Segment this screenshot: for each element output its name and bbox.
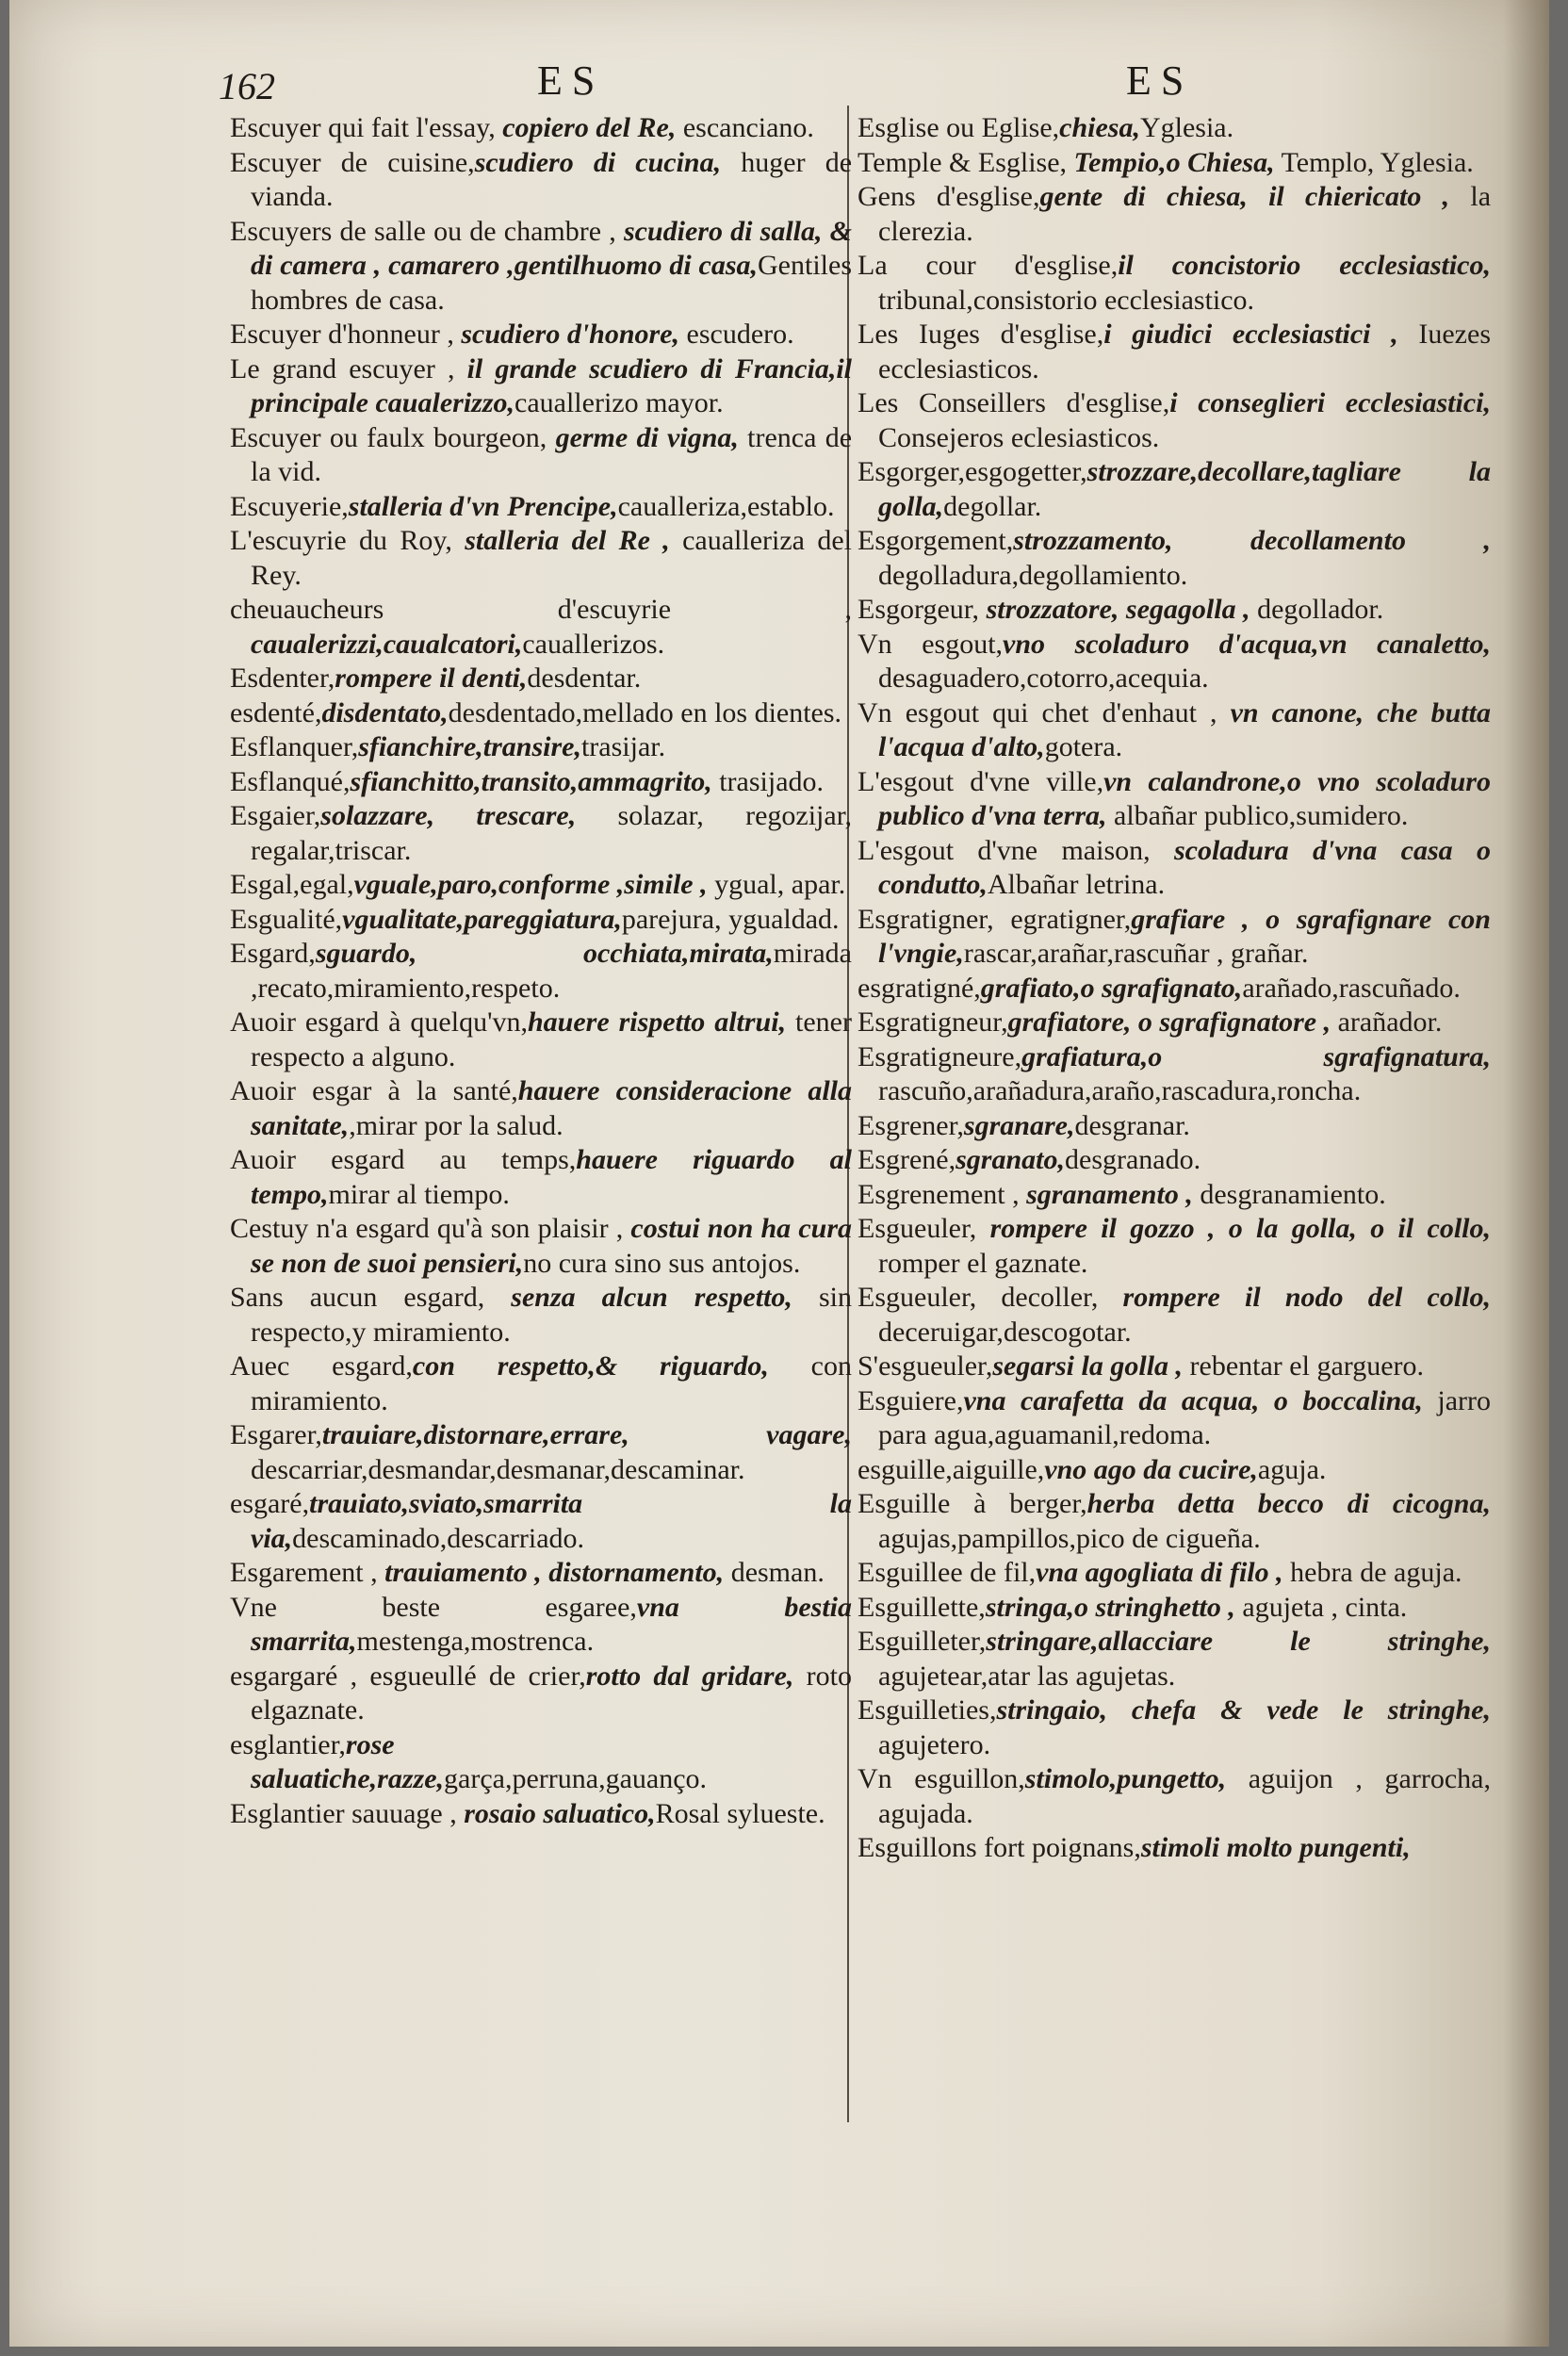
italian-translation: caualerizzi,caualcatori,	[251, 628, 523, 660]
dictionary-entry	[230, 937, 852, 1006]
spanish-translation: ygual, apar.	[707, 869, 846, 900]
page-number: 162	[219, 65, 275, 107]
dictionary-entry	[230, 1143, 852, 1212]
spanish-translation: desgranar.	[1074, 1109, 1190, 1141]
french-term: Escuyer qui fait l'essay,	[230, 112, 496, 143]
spanish-translation: solazar, regozijar, regalar,triscar.	[251, 800, 852, 866]
dictionary-entry	[230, 1556, 852, 1591]
dictionary-entry	[230, 1350, 852, 1418]
dictionary-entry	[858, 1350, 1491, 1384]
french-term: Esgratigneur,	[858, 1006, 1008, 1038]
dictionary-entry	[858, 1143, 1491, 1178]
french-term: Vn esgout,	[858, 628, 1004, 660]
spanish-translation: cauallerizos.	[522, 628, 665, 660]
french-term: esgaré,	[230, 1488, 310, 1519]
french-term: Les Iuges d'esglise,	[858, 319, 1104, 350]
dictionary-entry	[230, 1797, 852, 1832]
french-term: Esguillons fort poignans,	[858, 1832, 1141, 1863]
french-term: Esgueuler, decoller,	[858, 1282, 1099, 1313]
spanish-translation: rebentar el garguero.	[1183, 1350, 1425, 1382]
spanish-translation: escanciano.	[676, 112, 814, 143]
french-term: Vne beste esgaree,	[230, 1591, 637, 1623]
italian-translation: trauiamento , distornamento,	[377, 1557, 725, 1588]
french-term: Esgarer,	[230, 1419, 322, 1450]
dictionary-entry	[230, 868, 852, 903]
french-term: Esgrener,	[858, 1109, 964, 1141]
italian-translation: sfianchitto,transito,ammagrito,	[350, 765, 712, 797]
left-column	[230, 111, 852, 1831]
italian-translation: segarsi la golla ,	[992, 1350, 1184, 1382]
french-term: Temple & Esglise,	[858, 146, 1068, 178]
french-term: Vn esguillon,	[858, 1763, 1025, 1794]
dictionary-entry	[230, 1212, 852, 1281]
italian-translation: il grande scudiero di Francia,il principale caualerizzo,	[251, 352, 853, 418]
italian-translation: rose saluatiche,razze,	[251, 1728, 445, 1794]
spanish-translation: Iuezes ecclesiasticos.	[878, 319, 1491, 384]
french-term: Les Conseillers d'esglise,	[858, 387, 1170, 418]
dictionary-entry	[230, 1591, 852, 1660]
french-term: Escuyerie,	[230, 490, 349, 522]
italian-translation: stringaio, chefa & vede le stringhe,	[996, 1694, 1491, 1726]
spanish-translation: arañador.	[1331, 1006, 1443, 1038]
italian-translation: Tempio,o Chiesa,	[1067, 146, 1275, 178]
french-term: Esguilleter,	[858, 1626, 987, 1657]
french-term: Esguiere,	[858, 1384, 964, 1416]
dictionary-entry	[230, 215, 852, 319]
dictionary-entry	[230, 1487, 852, 1556]
spanish-translation: descarriar,desmandar,desmanar,descaminar.	[251, 1453, 745, 1485]
dictionary-entry	[858, 1178, 1491, 1213]
dictionary-entry	[858, 1453, 1491, 1488]
french-term: esglantier,	[230, 1728, 346, 1760]
french-term: Esguillee de fil,	[858, 1557, 1037, 1588]
dictionary-entry	[858, 1040, 1491, 1109]
dictionary-entry	[230, 799, 852, 868]
italian-translation: stringa,o stringhetto ,	[985, 1591, 1235, 1623]
spanish-translation: trenca de la vid.	[251, 421, 853, 487]
spanish-translation: gotera.	[1044, 731, 1123, 762]
italian-translation: hauere riguardo al tempo,	[251, 1144, 852, 1210]
dictionary-entry	[858, 146, 1491, 181]
dictionary-entry	[230, 765, 852, 800]
dictionary-entry	[230, 730, 852, 765]
french-term: Esguilleties,	[858, 1694, 997, 1726]
dictionary-entry	[858, 972, 1491, 1006]
spanish-translation: con miramiento.	[251, 1350, 852, 1416]
dictionary-entry	[230, 1660, 852, 1728]
spanish-translation: romper el gaznate.	[878, 1247, 1088, 1279]
italian-translation: strozzatore, segagolla ,	[979, 594, 1250, 625]
spanish-translation: Gentiles hombres de casa.	[251, 250, 852, 316]
spanish-translation: desgranado.	[1065, 1144, 1201, 1175]
italian-translation: vno ago da cucire,	[1044, 1453, 1258, 1485]
french-term: cheuaucheurs d'escuyrie ,	[230, 594, 852, 625]
italian-translation: chiesa,	[1059, 112, 1140, 143]
french-term: Esflanqué,	[230, 765, 351, 797]
right-running-head: ES	[1126, 57, 1194, 104]
italian-translation: germe di vigna,	[547, 421, 739, 453]
italian-translation: scudiero di cucina,	[474, 146, 722, 178]
spanish-translation: parejura, ygualdad.	[621, 903, 840, 935]
french-term: esguille,aiguille,	[858, 1453, 1045, 1485]
italian-translation: il concistorio ecclesiastico,	[1118, 250, 1491, 281]
italian-translation: vn calandrone,o vno scoladuro publico d'vna terra,	[878, 765, 1491, 831]
french-term: Esguille à berger,	[858, 1488, 1087, 1519]
spanish-translation: agujetero.	[878, 1728, 991, 1760]
dictionary-entry	[858, 386, 1491, 455]
spanish-translation: Albañar letrina.	[987, 869, 1166, 900]
dictionary-page	[9, 0, 1549, 2347]
italian-translation: stalleria d'vn Prencipe,	[348, 490, 618, 522]
spanish-translation: mirar al tiempo.	[328, 1178, 510, 1210]
dictionary-entry	[230, 524, 852, 593]
spanish-translation: rascar,arañar,rascuñar , grañar.	[963, 938, 1309, 969]
italian-translation: rompere il denti,	[335, 663, 528, 694]
italian-translation: rosaio saluatico,	[456, 1797, 656, 1829]
italian-translation: disdentato,	[321, 696, 449, 728]
french-term: Escuyers de salle ou de chambre ,	[230, 215, 616, 247]
spanish-translation: Rosal sylueste.	[655, 1797, 825, 1829]
dictionary-entry	[230, 1418, 852, 1487]
spanish-translation: arañado,rascuñado.	[1242, 972, 1461, 1004]
french-term: La cour d'esglise,	[858, 250, 1119, 281]
dictionary-entry	[230, 1006, 852, 1074]
italian-translation: strozzamento, decollamento ,	[1013, 525, 1491, 556]
italian-translation: i conseglieri ecclesiastici,	[1169, 387, 1491, 418]
italian-translation: i giudici ecclesiastici ,	[1103, 319, 1398, 350]
french-term: Escuyer d'honneur ,	[230, 319, 454, 350]
french-term: esgargaré , esgueullé de crier,	[230, 1660, 586, 1692]
spanish-translation: agujetear,atar las agujetas.	[878, 1660, 1176, 1692]
spanish-translation: degolladura,degollamiento.	[878, 559, 1188, 591]
italian-translation: grafiatura,o sgrafignatura,	[1021, 1040, 1491, 1072]
italian-translation: grafiare , o sgrafignare con l'vngie,	[878, 903, 1491, 969]
dictionary-entry	[230, 1728, 852, 1797]
right-column	[858, 111, 1491, 1866]
italian-translation: hauere consideracione alla sanitate,	[251, 1075, 852, 1141]
italian-translation: vguale,paro,conforme ,simile ,	[353, 869, 708, 900]
spanish-translation: tener respecto a alguno.	[251, 1006, 852, 1072]
spanish-translation: caualleriza,establo.	[617, 490, 835, 522]
dictionary-entry	[858, 628, 1491, 696]
dictionary-entry	[230, 662, 852, 696]
spanish-translation: huger de vianda.	[251, 146, 853, 212]
italian-translation: hauere rispetto altrui,	[527, 1006, 787, 1038]
dictionary-entry	[230, 352, 852, 421]
french-term: Esgard,	[230, 938, 316, 969]
italian-translation: con respetto,& riguardo,	[412, 1350, 769, 1382]
spanish-translation: desdentado,mellado en los dientes.	[448, 696, 842, 728]
french-term: Auoir esgard au temps,	[230, 1144, 577, 1175]
dictionary-entry	[858, 696, 1491, 765]
french-term: Le grand escuyer ,	[230, 352, 455, 384]
french-term: Esgal,egal,	[230, 869, 354, 900]
dictionary-entry	[858, 1591, 1491, 1626]
french-term: S'esgueuler,	[858, 1350, 993, 1382]
spanish-translation: desdentar.	[527, 663, 642, 694]
italian-translation: vgualitate,pareggiatura,	[342, 903, 622, 935]
italian-translation: gente di chiesa, il chiericato ,	[1039, 181, 1450, 212]
french-term: Esguillette,	[858, 1591, 986, 1623]
dictionary-entry	[230, 1281, 852, 1350]
italian-translation: vna bestia smarrita,	[251, 1591, 852, 1657]
italian-translation: sgranato,	[956, 1144, 1065, 1175]
french-term: Gens d'esglise,	[858, 181, 1040, 212]
italian-translation: scudiero di salla, & di camera , camarero ,gentilhuomo di casa,	[251, 215, 852, 281]
spanish-translation: aguijon , garrocha, agujada.	[878, 1763, 1491, 1829]
dictionary-entry	[858, 455, 1491, 524]
dictionary-entry	[858, 180, 1491, 249]
spanish-translation: trasijar.	[580, 731, 666, 762]
spanish-translation: ,mirar por la salud.	[349, 1109, 564, 1141]
french-term: Escuyer ou faulx bourgeon,	[230, 421, 547, 453]
french-term: Auoir esgar à la santé,	[230, 1075, 518, 1106]
italian-translation: rompere il gozzo , o la golla, o il collo,	[976, 1213, 1491, 1244]
spanish-translation: degollar.	[943, 490, 1042, 522]
dictionary-entry	[230, 1074, 852, 1143]
dictionary-entry	[858, 111, 1491, 146]
italian-translation: rotto dal gridare,	[585, 1660, 794, 1692]
french-term: Escuyer de cuisine,	[230, 146, 475, 178]
italian-translation: stimoli molto pungenti,	[1140, 1832, 1411, 1863]
spanish-translation: albañar publico,sumidero.	[1106, 800, 1409, 831]
italian-translation: rompere il nodo del collo,	[1098, 1282, 1491, 1313]
spanish-translation: mirada ,recato,miramiento,respeto.	[251, 938, 852, 1004]
spanish-translation: garça,perruna,gauanço.	[444, 1763, 708, 1794]
italian-translation: sgranare,	[963, 1109, 1075, 1141]
page-header	[9, 57, 1549, 113]
dictionary-entry	[230, 593, 852, 662]
french-term: Cestuy n'a esgard qu'à son plaisir ,	[230, 1213, 624, 1244]
spanish-translation: degollador.	[1250, 594, 1384, 625]
spanish-translation: sin respecto,y miramiento.	[251, 1282, 852, 1348]
spanish-translation: desgranamiento.	[1192, 1178, 1386, 1210]
french-term: Auec esgard,	[230, 1350, 413, 1382]
spanish-translation: aguja.	[1257, 1453, 1327, 1485]
dictionary-entry	[858, 524, 1491, 593]
dictionary-entry	[858, 1109, 1491, 1144]
french-term: esgratigné,	[858, 972, 981, 1004]
spanish-translation: escudero.	[679, 319, 794, 350]
italian-translation: sguardo, occhiata,mirata,	[315, 938, 774, 969]
italian-translation: stalleria del Re ,	[451, 525, 670, 556]
dictionary-entry	[858, 1762, 1491, 1831]
left-running-head: ES	[537, 57, 605, 104]
dictionary-entry	[230, 421, 852, 490]
dictionary-entry	[858, 1625, 1491, 1693]
dictionary-entry	[858, 1693, 1491, 1762]
french-term: Sans aucun esgard,	[230, 1282, 485, 1313]
dictionary-entry	[858, 1212, 1491, 1281]
dictionary-entry	[858, 1006, 1491, 1040]
italian-translation: costui non ha cura se non de suoi pensieri,	[251, 1213, 852, 1279]
italian-translation: senza alcun respetto,	[484, 1282, 792, 1313]
dictionary-entry	[858, 1487, 1491, 1556]
italian-translation: vna agogliata di filo ,	[1036, 1557, 1283, 1588]
italian-translation: herba detta becco di cicogna,	[1086, 1488, 1491, 1519]
spanish-translation: roto elgaznate.	[251, 1660, 852, 1726]
spanish-translation: descaminado,descarriado.	[292, 1522, 585, 1554]
french-term: Esgorger,esgogetter,	[858, 456, 1087, 487]
spanish-translation: jarro para agua,aguamanil,redoma.	[878, 1384, 1491, 1450]
spanish-translation: cauallerizo mayor.	[514, 387, 724, 418]
french-term: Esgaier,	[230, 800, 321, 831]
spanish-translation: deceruigar,descogotar.	[878, 1316, 1132, 1348]
spanish-translation: no cura sino sus antojos.	[523, 1247, 801, 1279]
french-term: Esgarement ,	[230, 1557, 378, 1588]
italian-translation: trauiare,distornare,errare, vagare,	[321, 1419, 852, 1450]
french-term: esdenté,	[230, 696, 322, 728]
french-term: Esgualité,	[230, 903, 343, 935]
spanish-translation: desaguadero,cotorro,acequia.	[878, 663, 1209, 694]
dictionary-entry	[230, 318, 852, 352]
dictionary-entry	[858, 834, 1491, 903]
spanish-translation: agujas,pampillos,pico de cigueña.	[878, 1522, 1261, 1554]
dictionary-entry	[858, 1556, 1491, 1591]
french-term: L'esgout d'vne ville,	[858, 765, 1104, 797]
spanish-translation: la clerezia.	[878, 181, 1492, 247]
italian-translation: stimolo,pungetto,	[1024, 1763, 1227, 1794]
spanish-translation: rascuño,arañadura,araño,rascadura,roncha.	[878, 1075, 1362, 1106]
spanish-translation: caualleriza del Rey.	[251, 525, 852, 591]
spanish-translation: Consejeros eclesiasticos.	[878, 421, 1160, 453]
spanish-translation: trasijado.	[711, 765, 825, 797]
spanish-translation: agujeta , cinta.	[1234, 1591, 1408, 1623]
french-term: Esgratigner, egratigner,	[858, 903, 1132, 935]
french-term: Esgorgement,	[858, 525, 1014, 556]
italian-translation: copiero del Re,	[495, 112, 677, 143]
italian-translation: sfianchire,transire,	[358, 731, 581, 762]
dictionary-entry	[858, 1281, 1491, 1350]
french-term: Esdenter,	[230, 663, 335, 694]
french-term: Esgorgeur,	[858, 594, 980, 625]
french-term: Esgueuler,	[858, 1213, 977, 1244]
dictionary-entry	[858, 903, 1491, 972]
italian-translation: stringare,allacciare le stringhe,	[986, 1626, 1491, 1657]
french-term: Esgratigneure,	[858, 1040, 1022, 1072]
italian-translation: solazzare, trescare,	[320, 800, 577, 831]
spanish-translation: mestenga,mostrenca.	[356, 1626, 595, 1657]
dictionary-entry	[230, 696, 852, 731]
italian-translation: vno scoladuro d'acqua,vn canaletto,	[1003, 628, 1491, 660]
dictionary-entry	[858, 1384, 1491, 1453]
french-term: Auoir esgard à quelqu'vn,	[230, 1006, 528, 1038]
dictionary-entry	[230, 903, 852, 938]
italian-translation: strozzare,decollare,tagliare la golla,	[878, 456, 1491, 522]
dictionary-entry	[858, 593, 1491, 628]
spanish-translation: tribunal,consistorio ecclesiastico.	[878, 284, 1255, 316]
french-term: Esgrenement ,	[858, 1178, 1020, 1210]
dictionary-entry	[230, 490, 852, 525]
dictionary-entry	[858, 765, 1491, 834]
dictionary-entry	[858, 1831, 1491, 1866]
italian-translation: scudiero d'honore,	[453, 319, 680, 350]
dictionary-entry	[858, 318, 1491, 386]
italian-translation: scoladura d'vna casa o condutto,	[878, 834, 1491, 900]
french-term: Esgrené,	[858, 1144, 956, 1175]
dictionary-entry	[858, 249, 1491, 318]
italian-translation: vn canone, che butta l'acqua d'alto,	[878, 696, 1491, 762]
spanish-translation: desman.	[724, 1557, 825, 1588]
french-term: L'escuyrie du Roy,	[230, 525, 452, 556]
spanish-translation: Yglesia.	[1139, 112, 1234, 143]
french-term: Esflanquer,	[230, 731, 359, 762]
italian-translation: grafiato,o sgrafignato,	[980, 972, 1243, 1004]
spanish-translation: hebra de aguja.	[1282, 1557, 1462, 1588]
dictionary-entry	[230, 146, 852, 215]
french-term: Esglise ou Eglise,	[858, 112, 1060, 143]
dictionary-entry	[230, 111, 852, 146]
italian-translation: grafiatore, o sgrafignatore ,	[1007, 1006, 1331, 1038]
french-term: Vn esgout qui chet d'enhaut ,	[858, 696, 1217, 728]
french-term: L'esgout d'vne maison,	[858, 834, 1151, 866]
french-term: Esglantier sauuage ,	[230, 1797, 457, 1829]
italian-translation: sgranamento ,	[1019, 1178, 1193, 1210]
italian-translation: vna carafetta da acqua, o boccalina,	[963, 1384, 1423, 1416]
spanish-translation: Templo, Yglesia.	[1274, 146, 1474, 178]
italian-translation: trauiato,sviato,smarrita la via,	[251, 1488, 852, 1554]
